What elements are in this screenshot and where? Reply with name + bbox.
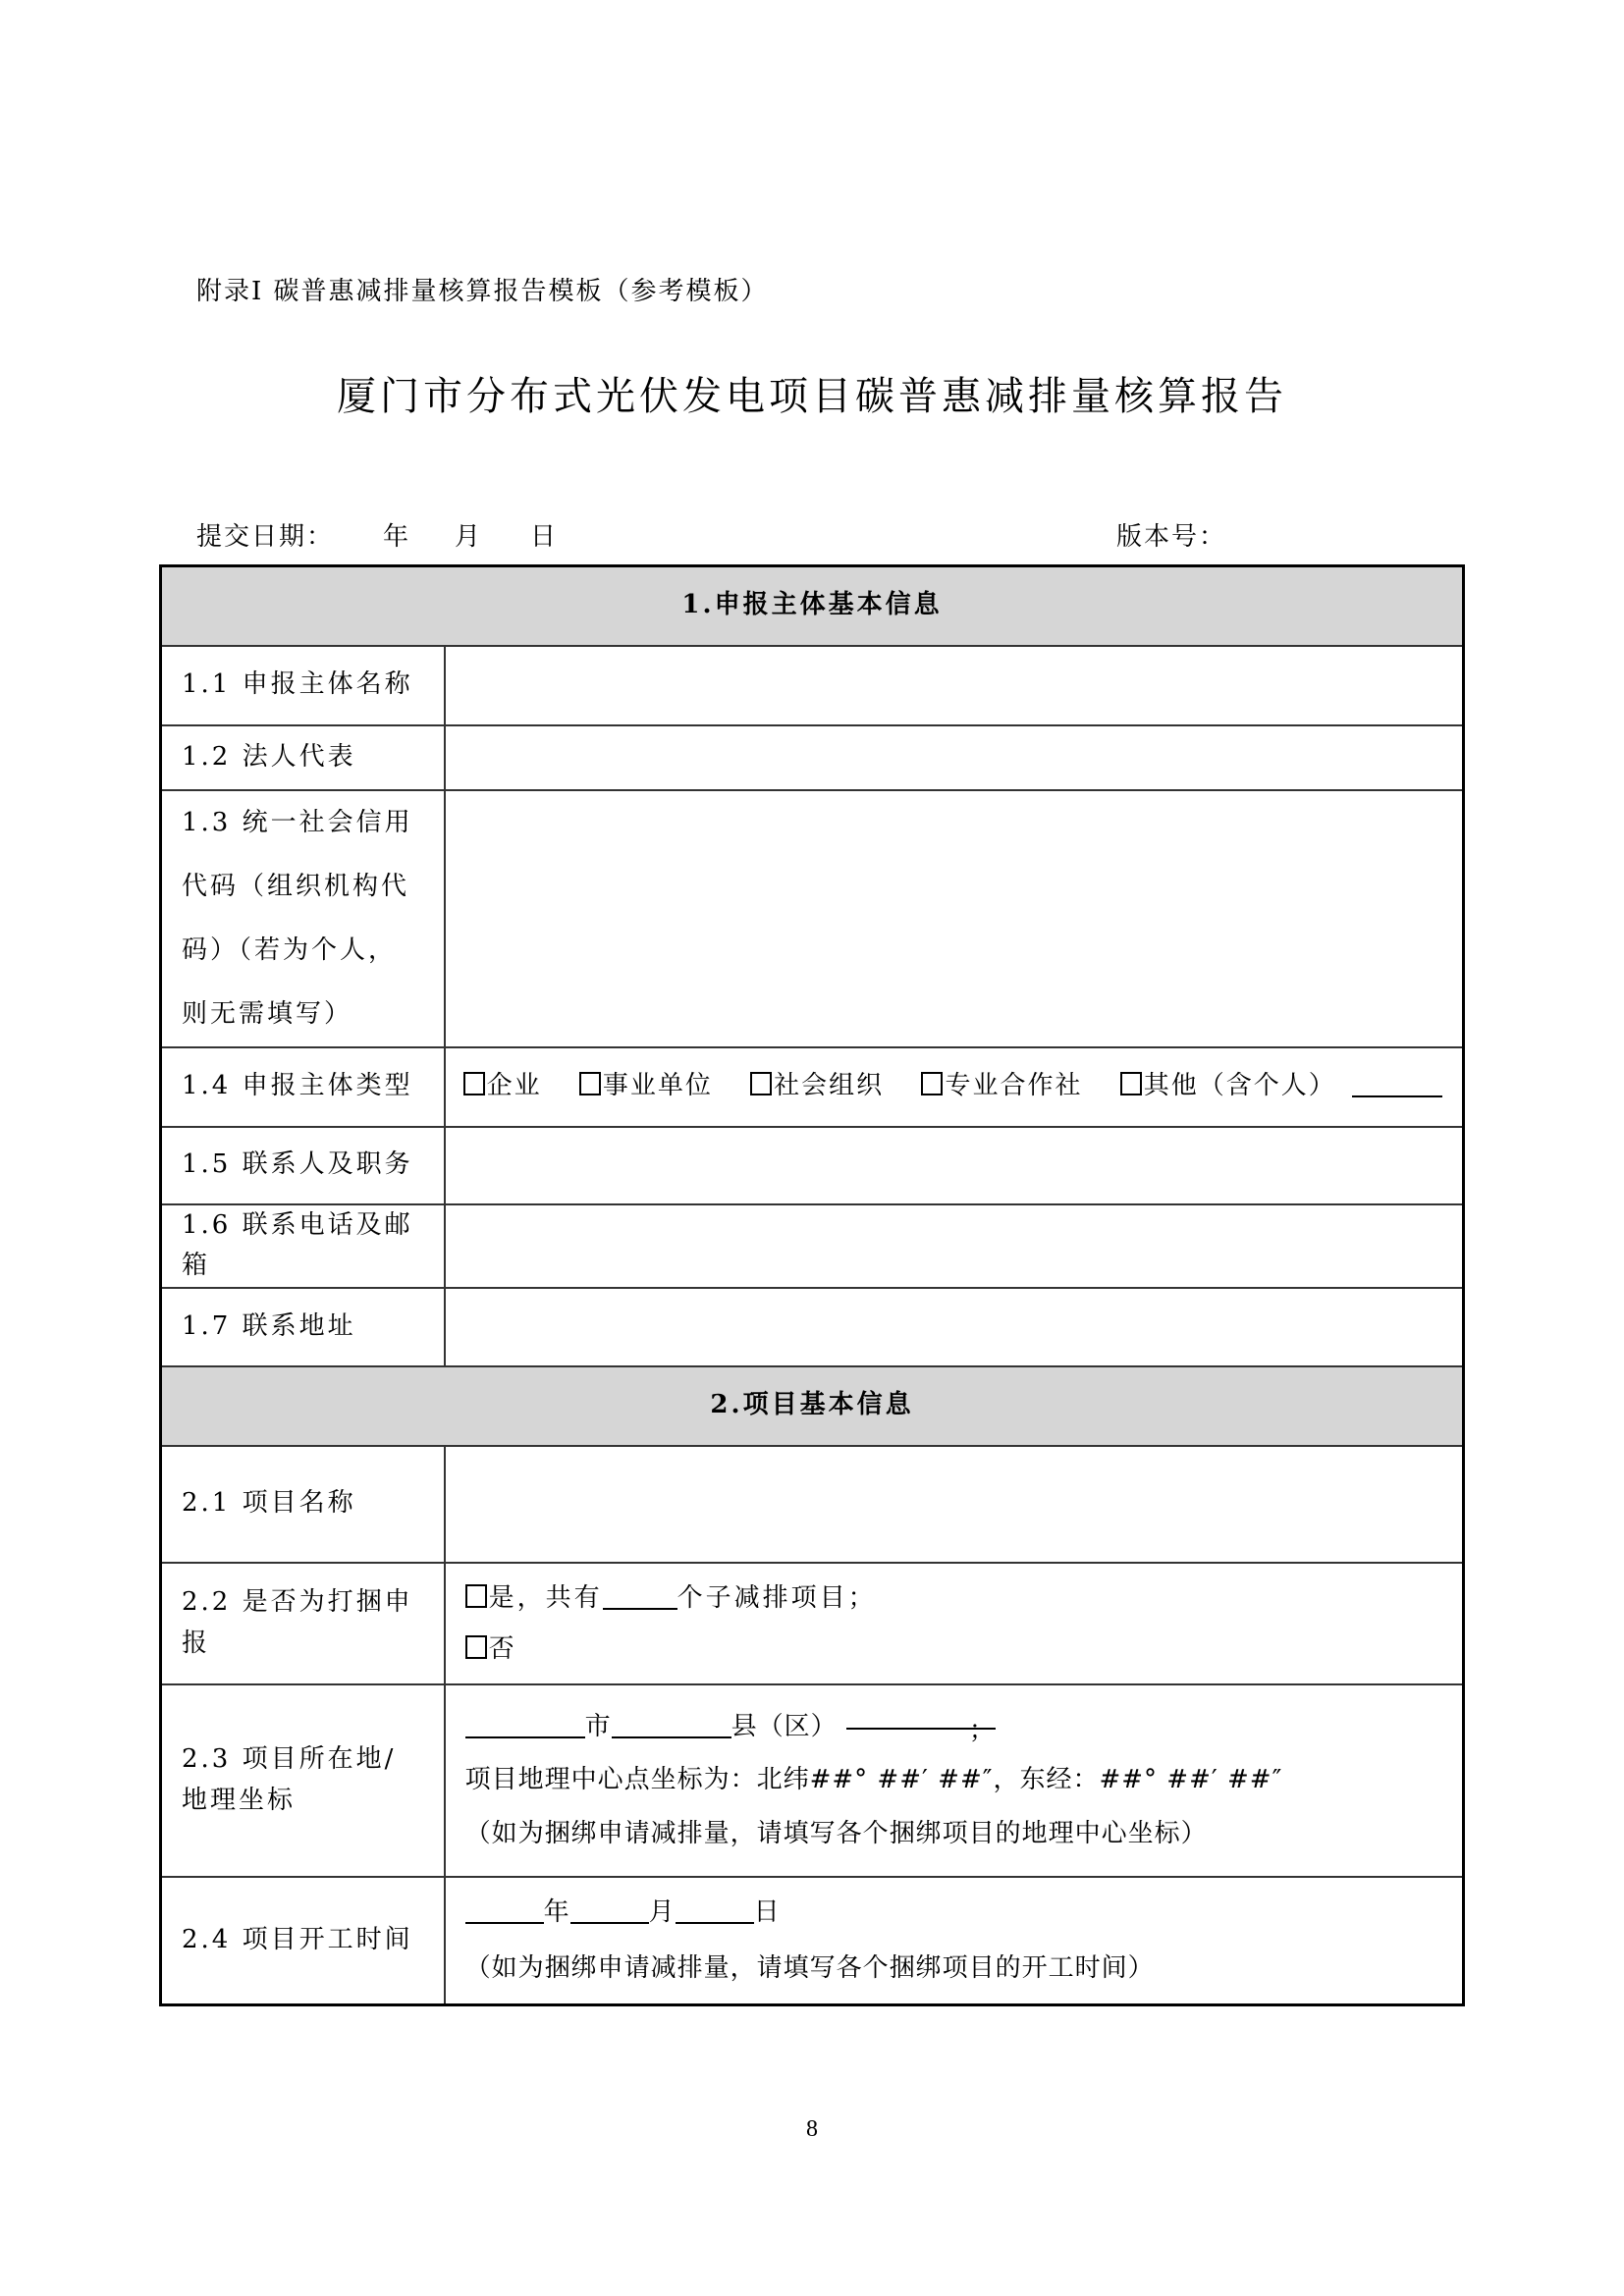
contact-phone-email-field[interactable] <box>445 1204 1464 1288</box>
checkbox-icon[interactable] <box>750 1072 772 1095</box>
checkbox-icon[interactable] <box>465 1584 487 1608</box>
section-1-title: 1.申报主体基本信息 <box>161 566 1464 646</box>
bundled-application-options <box>445 1563 1464 1684</box>
sub-project-count-blank[interactable] <box>603 1584 677 1610</box>
table-row <box>161 1127 1464 1204</box>
entity-name-field[interactable] <box>445 646 1464 725</box>
start-month-blank[interactable] <box>570 1898 649 1924</box>
field-label: 1.6 联系电话及邮箱 <box>161 1204 445 1288</box>
field-label: 1.2 法人代表 <box>161 725 445 790</box>
field-label: 2.4 项目开工时间 <box>161 1877 445 2005</box>
section-header-row <box>161 1366 1464 1446</box>
option-social-org[interactable]: 社会组织 <box>750 1071 884 1100</box>
month-label: 月 <box>455 522 483 552</box>
option-enterprise[interactable]: 企业 <box>463 1071 542 1100</box>
city-blank[interactable] <box>465 1713 585 1738</box>
contact-address-field[interactable] <box>445 1288 1464 1366</box>
option-yes[interactable]: 是，共有 个子减排项目； <box>465 1573 1442 1624</box>
checkbox-icon[interactable] <box>921 1072 943 1095</box>
table-row <box>161 1204 1464 1288</box>
checkbox-icon[interactable] <box>1120 1072 1142 1095</box>
page-number: 8 <box>806 2116 818 2142</box>
legal-representative-field[interactable] <box>445 725 1464 790</box>
report-form-table <box>159 564 1465 2006</box>
start-time-note: （如为捆绑申请减排量，请填写各个捆绑项目的开工时间） <box>464 1952 1155 1983</box>
option-cooperative[interactable]: 专业合作社 <box>921 1071 1082 1100</box>
start-time-cell: 年 月 日 （如为捆绑申请减排量，请填写各个捆绑项目的开工时间） <box>445 1877 1464 2005</box>
table-row <box>161 725 1464 790</box>
other-type-blank[interactable] <box>1352 1072 1442 1097</box>
table-row <box>161 1877 1464 2005</box>
appendix-heading: 附录Ⅰ 碳普惠减排量核算报告模板（参考模板） <box>196 277 769 306</box>
submit-date-label: 提交日期： <box>196 522 335 552</box>
day-label: 日 <box>530 522 559 552</box>
option-other[interactable]: 其他（含个人） <box>1120 1071 1336 1100</box>
table-row <box>161 646 1464 725</box>
district-blank[interactable]: ； <box>846 1704 996 1730</box>
table-row <box>161 1684 1464 1877</box>
checkbox-icon[interactable] <box>579 1072 601 1095</box>
year-label: 年 <box>383 522 411 552</box>
location-cell: 市 县（区） ； 项目地理中心点坐标为：北纬##° ##′ ##″，东经：##° ##′ ##″ （如为捆绑申请减排量，请填写各个捆绑项目的地理中心坐标） <box>445 1684 1464 1877</box>
coordinate-text: 项目地理中心点坐标为：北纬##° ##′ ##″，东经：##° ##′ ##″ <box>464 1765 1283 1795</box>
table-row <box>161 1047 1464 1127</box>
coordinate-note: （如为捆绑申请减排量，请填写各个捆绑项目的地理中心坐标） <box>464 1818 1208 1848</box>
start-day-blank[interactable] <box>676 1898 754 1924</box>
checkbox-icon[interactable] <box>463 1072 485 1095</box>
field-label: 1.4 申报主体类型 <box>161 1047 445 1127</box>
checkbox-icon[interactable] <box>465 1635 487 1659</box>
field-label: 1.3 统一社会信用代码（组织机构代码）（若为个人，则无需填写） <box>161 790 445 1047</box>
table-row <box>161 790 1464 1047</box>
field-label: 1.7 联系地址 <box>161 1288 445 1366</box>
field-label: 1.1 申报主体名称 <box>161 646 445 725</box>
table-row <box>161 1446 1464 1563</box>
section-header-row <box>161 566 1464 646</box>
option-no[interactable]: 否 <box>465 1624 1442 1675</box>
credit-code-field[interactable] <box>445 790 1464 1047</box>
version-label: 版本号： <box>1116 522 1227 552</box>
table-row <box>161 1288 1464 1366</box>
field-label: 2.3 项目所在地/地理坐标 <box>161 1684 445 1877</box>
entity-type-options <box>445 1047 1464 1127</box>
field-label: 1.5 联系人及职务 <box>161 1127 445 1204</box>
field-label: 2.1 项目名称 <box>161 1446 445 1563</box>
project-name-field[interactable] <box>445 1446 1464 1563</box>
section-2-title: 2.项目基本信息 <box>161 1366 1464 1446</box>
field-label: 2.2 是否为打捆申报 <box>161 1563 445 1684</box>
start-year-blank[interactable] <box>465 1898 544 1924</box>
county-blank[interactable] <box>612 1713 731 1738</box>
table-row <box>161 1563 1464 1684</box>
document-title: 厦门市分布式光伏发电项目碳普惠减排量核算报告 <box>337 374 1287 419</box>
option-institution[interactable]: 事业单位 <box>579 1071 713 1100</box>
contact-person-field[interactable] <box>445 1127 1464 1204</box>
